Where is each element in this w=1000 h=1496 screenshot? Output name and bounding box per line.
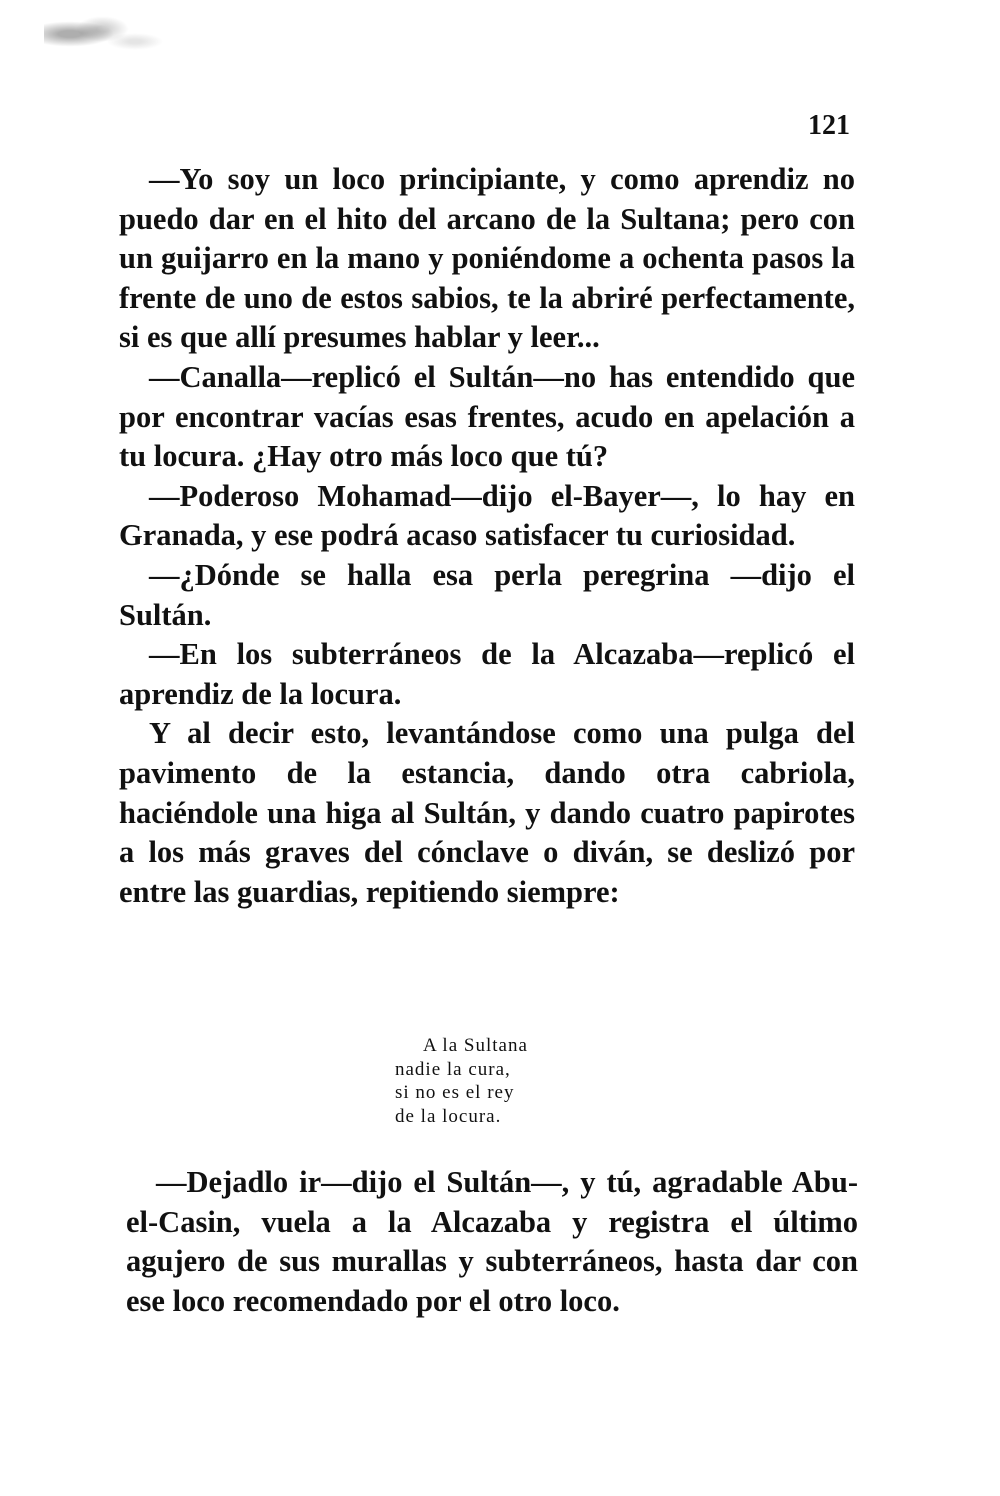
body-text <box>119 160 855 912</box>
paragraph-2: —Canalla—replicó el Sultán—no has entendido que por encontrar vacías esas frentes, acudo en apelación a tu locura. ¿Hay otro más loco que tú? <box>119 359 855 474</box>
paragraph-3: —Poderoso Mohamad—dijo el-Bayer—, lo hay en Granada, y ese podrá acaso satisfacer tu curiosidad. <box>119 478 855 553</box>
paragraph-4: —¿Dónde se halla esa perla peregrina —dijo el Sultán. <box>119 557 855 632</box>
verse-line-4: de la locura. <box>395 1105 502 1127</box>
verse-line-2: nadie la cura, <box>395 1058 511 1080</box>
closing-paragraph: —Dejadlo ir—dijo el Sultán—, y tú, agradable Abu-el-Casin, vuela a la Alcazaba y registra el último agujero de sus murallas y subterráneos, hasta dar con ese loco recomendado por el otro loco. <box>126 1165 858 1318</box>
closing-text <box>126 1163 858 1321</box>
paragraph-1: —Yo soy un loco principiante, y como aprendiz no puedo dar en el hito del arcano de la Sultana; pero con un guijarro en la mano y poniéndome a ochenta pasos la frente de uno de estos sabios, te la abriré perfectamente, si es que allí presumes hablar y leer... <box>119 162 855 355</box>
page-smudge <box>44 14 174 64</box>
verse-line-1: A la Sultana <box>423 1035 528 1056</box>
page-number: 121 <box>808 110 850 141</box>
paragraph-6: Y al decir esto, levantándose como una pulga del pavimento de la estancia, dando otra cabriola, haciéndole una higa al Sultán, y dando cuatro papirotes a los más graves del cónclave o diván, se deslizó por entre las guardias, repitiendo siempre: <box>119 716 855 909</box>
paragraph-5: —En los subterráneos de la Alcazaba—replicó el aprendiz de la locura. <box>119 637 855 711</box>
verse-block <box>395 1034 615 1128</box>
verse-line-3: si no es el rey <box>395 1082 515 1103</box>
